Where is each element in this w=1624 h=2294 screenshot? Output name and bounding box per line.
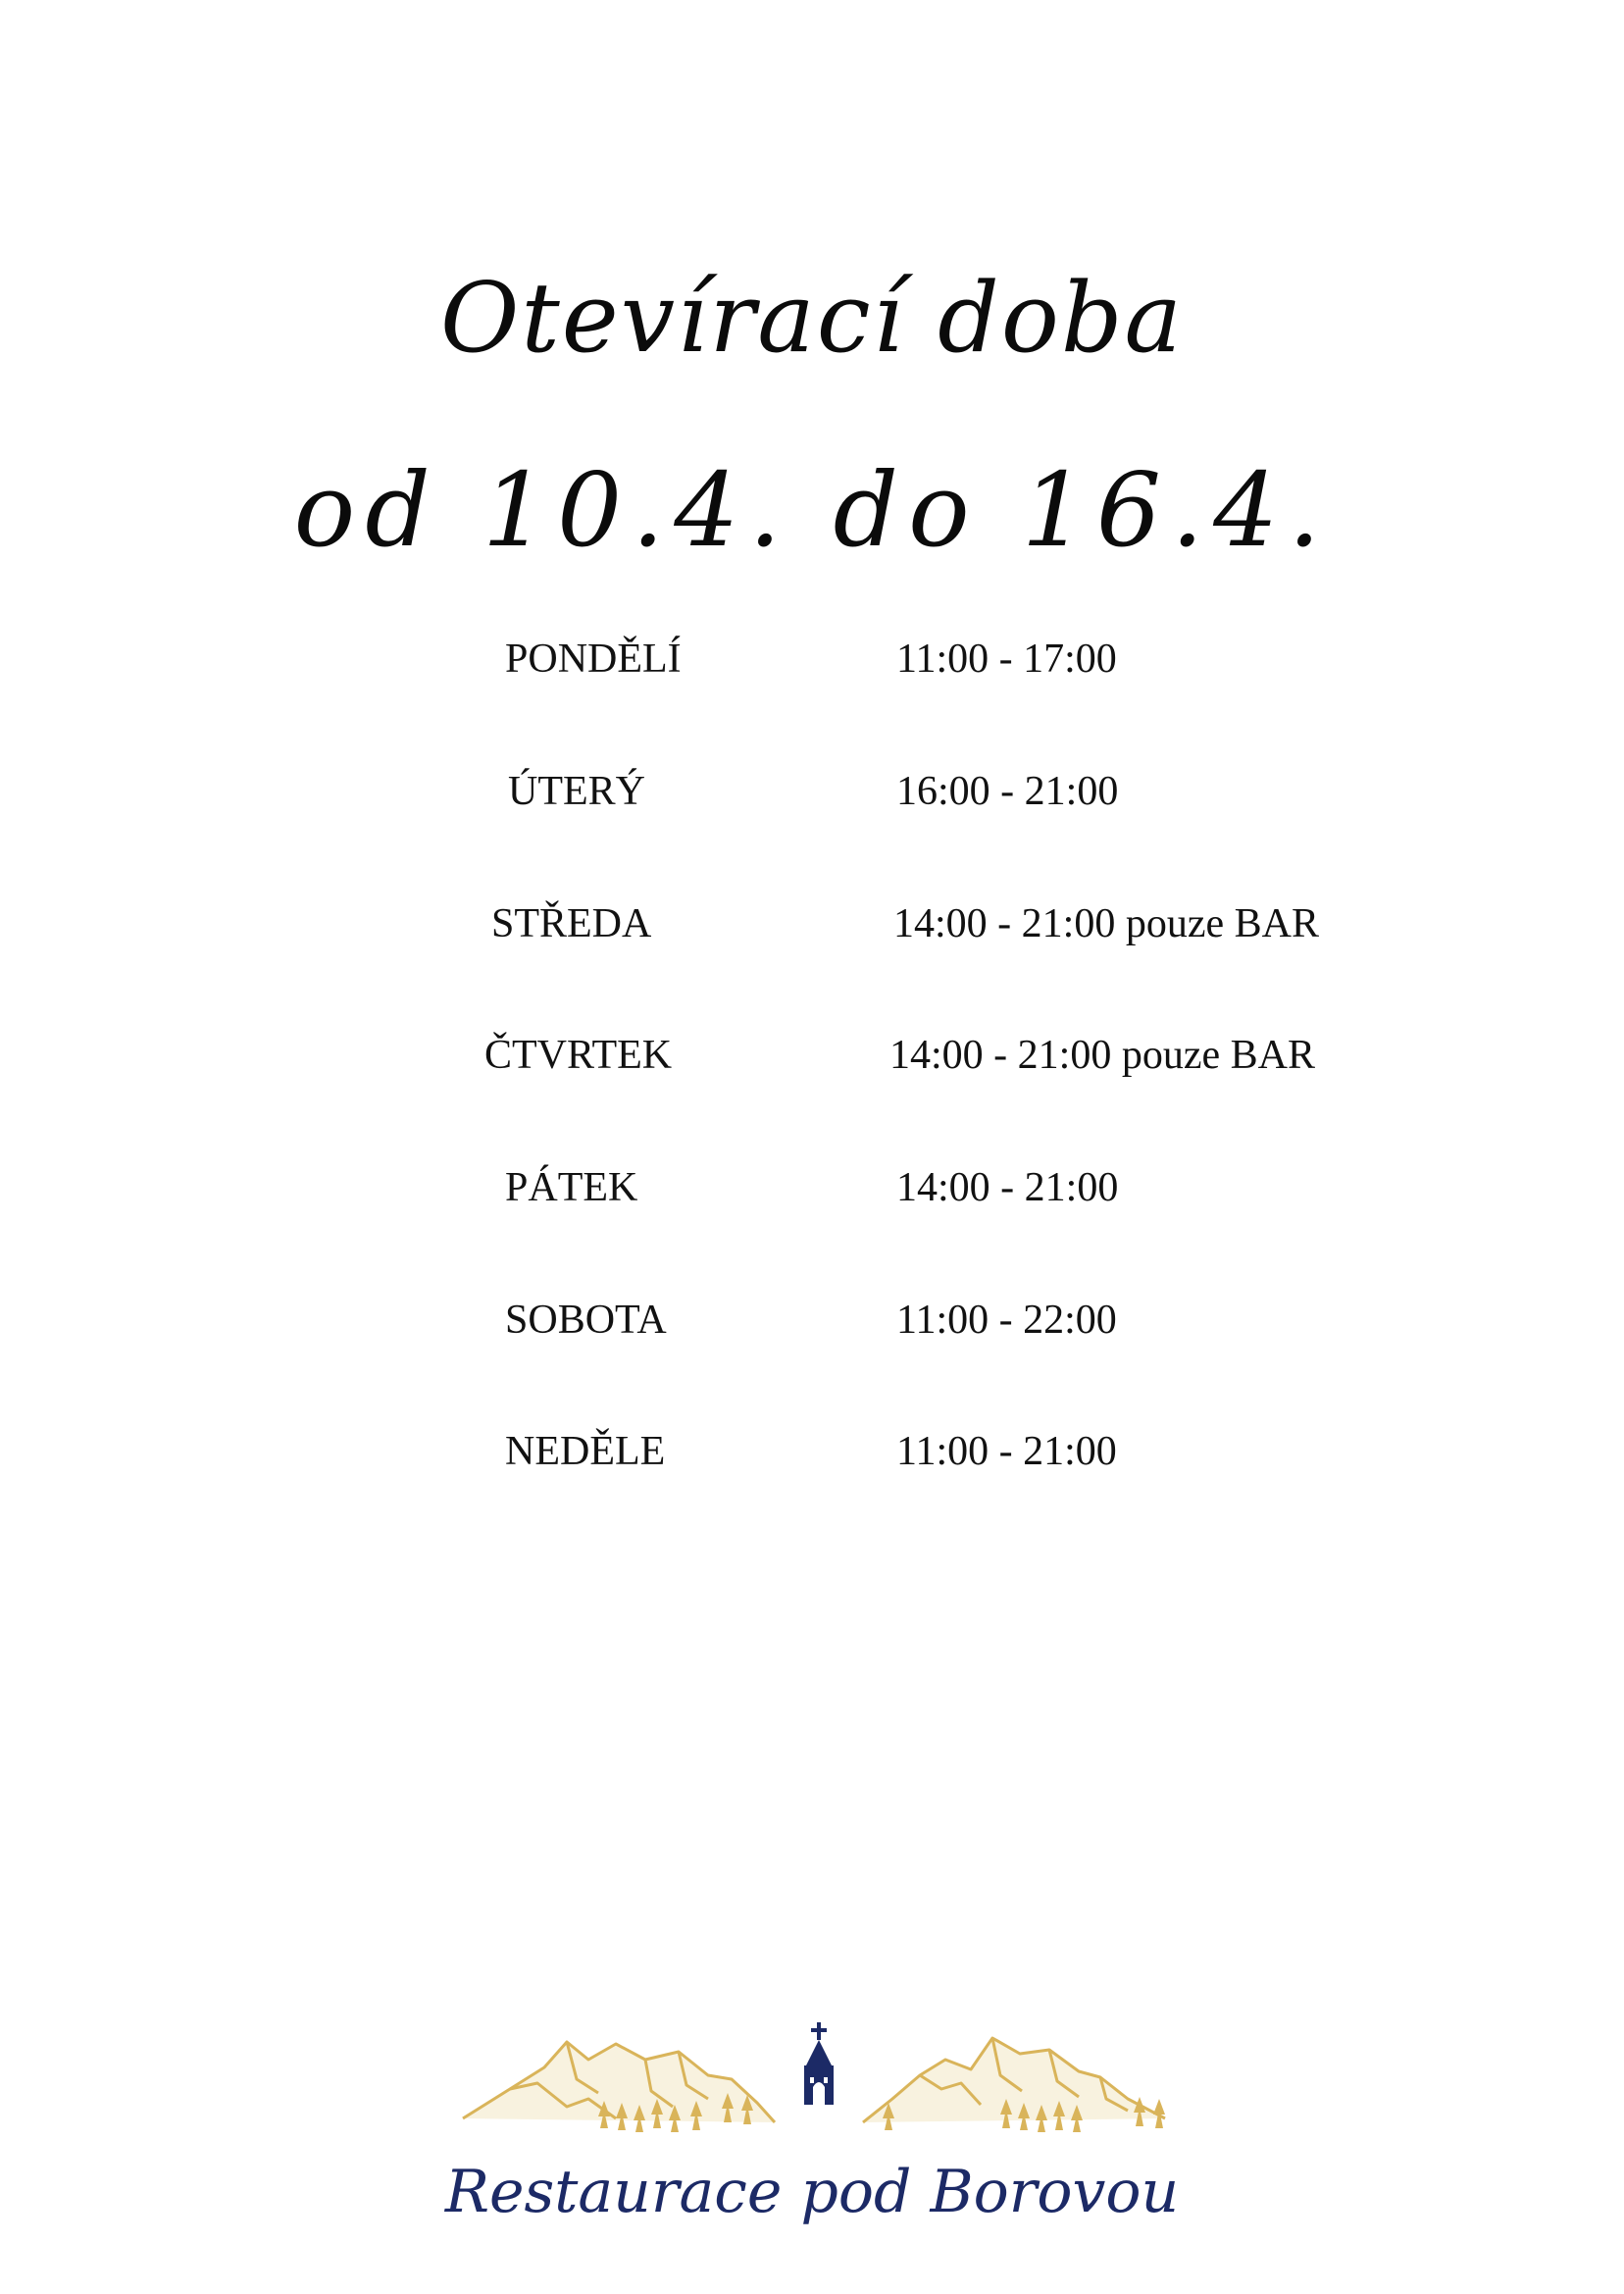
hours-value: 14:00 - 21:00 pouze BAR: [889, 1033, 1315, 1078]
hours-value: 14:00 - 21:00 pouze BAR: [893, 901, 1319, 946]
chapel-icon: [804, 2022, 834, 2105]
hours-value: 11:00 - 21:00: [896, 1429, 1117, 1474]
hours-value: 11:00 - 22:00: [896, 1298, 1117, 1343]
hours-value: 14:00 - 21:00: [896, 1165, 1119, 1210]
day-label: ČTVRTEK: [484, 1033, 673, 1078]
title-heading: Otevírací doba: [440, 263, 1184, 375]
day-label: ÚTERÝ: [508, 769, 645, 814]
day-label: NEDĚLE: [505, 1429, 666, 1474]
mountain-range-right: [863, 2038, 1165, 2122]
title-date-range: od 10.4. do 16.4.: [293, 450, 1331, 570]
hours-value: 11:00 - 17:00: [896, 637, 1117, 682]
day-label: PONDĚLÍ: [505, 637, 682, 682]
day-label: SOBOTA: [505, 1298, 667, 1343]
hours-value: 16:00 - 21:00: [896, 769, 1119, 814]
day-label: STŘEDA: [491, 901, 652, 946]
restaurant-name-logo: Restaurace pod Borovou: [444, 2158, 1180, 2226]
day-label: PÁTEK: [505, 1165, 638, 1210]
